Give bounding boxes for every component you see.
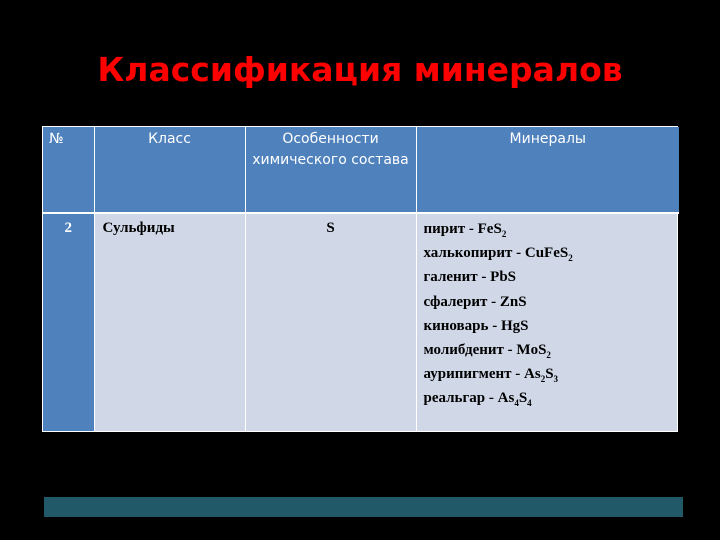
header-class: Класс bbox=[94, 127, 245, 213]
mineral-item: халькопирит - CuFeS$_2$ bbox=[423, 245, 573, 264]
mineral-item: реальгар - $As_4S_4$ bbox=[423, 390, 532, 409]
mineral-name: галенит bbox=[423, 269, 478, 286]
slide-title: Классификация минералов bbox=[97, 50, 623, 89]
mineral-item: сфалерит - ZnS bbox=[423, 293, 527, 310]
header-features: Особенности химического состава bbox=[245, 127, 416, 213]
row-feature: S bbox=[245, 213, 416, 431]
mineral-formula: $As_2S_3$ bbox=[524, 366, 559, 385]
row-class: Сульфиды bbox=[94, 213, 245, 431]
mineral-name: молибденит bbox=[423, 341, 504, 358]
footer-bar bbox=[44, 497, 683, 517]
mineral-item: киноварь - HgS bbox=[423, 317, 529, 334]
mineral-formula: ZnS bbox=[499, 293, 527, 310]
header-minerals: Минералы bbox=[416, 127, 679, 213]
minerals-list bbox=[416, 213, 679, 431]
mineral-item: галенит - PbS bbox=[423, 269, 517, 286]
mineral-item: пирит - FeS$_2$ bbox=[423, 221, 507, 239]
mineral-formula: HgS bbox=[500, 317, 529, 334]
mineral-name: реальгар bbox=[423, 390, 486, 407]
row-number: 2 bbox=[43, 213, 94, 431]
mineral-name: киноварь bbox=[423, 317, 489, 334]
mineral-formula: PbS bbox=[490, 269, 517, 286]
mineral-item: молибденит - MoS$_2$ bbox=[423, 341, 551, 360]
mineral-formula: FeS$_2$ bbox=[477, 221, 507, 239]
mineral-formula: $As_4S_4$ bbox=[497, 390, 532, 409]
mineral-item: аурипигмент - $As_2S_3$ bbox=[423, 366, 559, 385]
table-header-row bbox=[43, 127, 679, 213]
classification-table bbox=[43, 127, 679, 431]
header-number: № bbox=[43, 127, 94, 213]
mineral-name: сфалерит bbox=[423, 293, 488, 310]
mineral-name: халькопирит bbox=[423, 245, 513, 262]
mineral-formula: MoS$_2$ bbox=[516, 341, 551, 360]
mineral-name: аурипигмент bbox=[423, 366, 512, 383]
minerals-table bbox=[42, 126, 678, 432]
mineral-name: пирит bbox=[423, 221, 466, 237]
table-row bbox=[43, 213, 679, 431]
mineral-formula: CuFeS$_2$ bbox=[524, 245, 573, 264]
